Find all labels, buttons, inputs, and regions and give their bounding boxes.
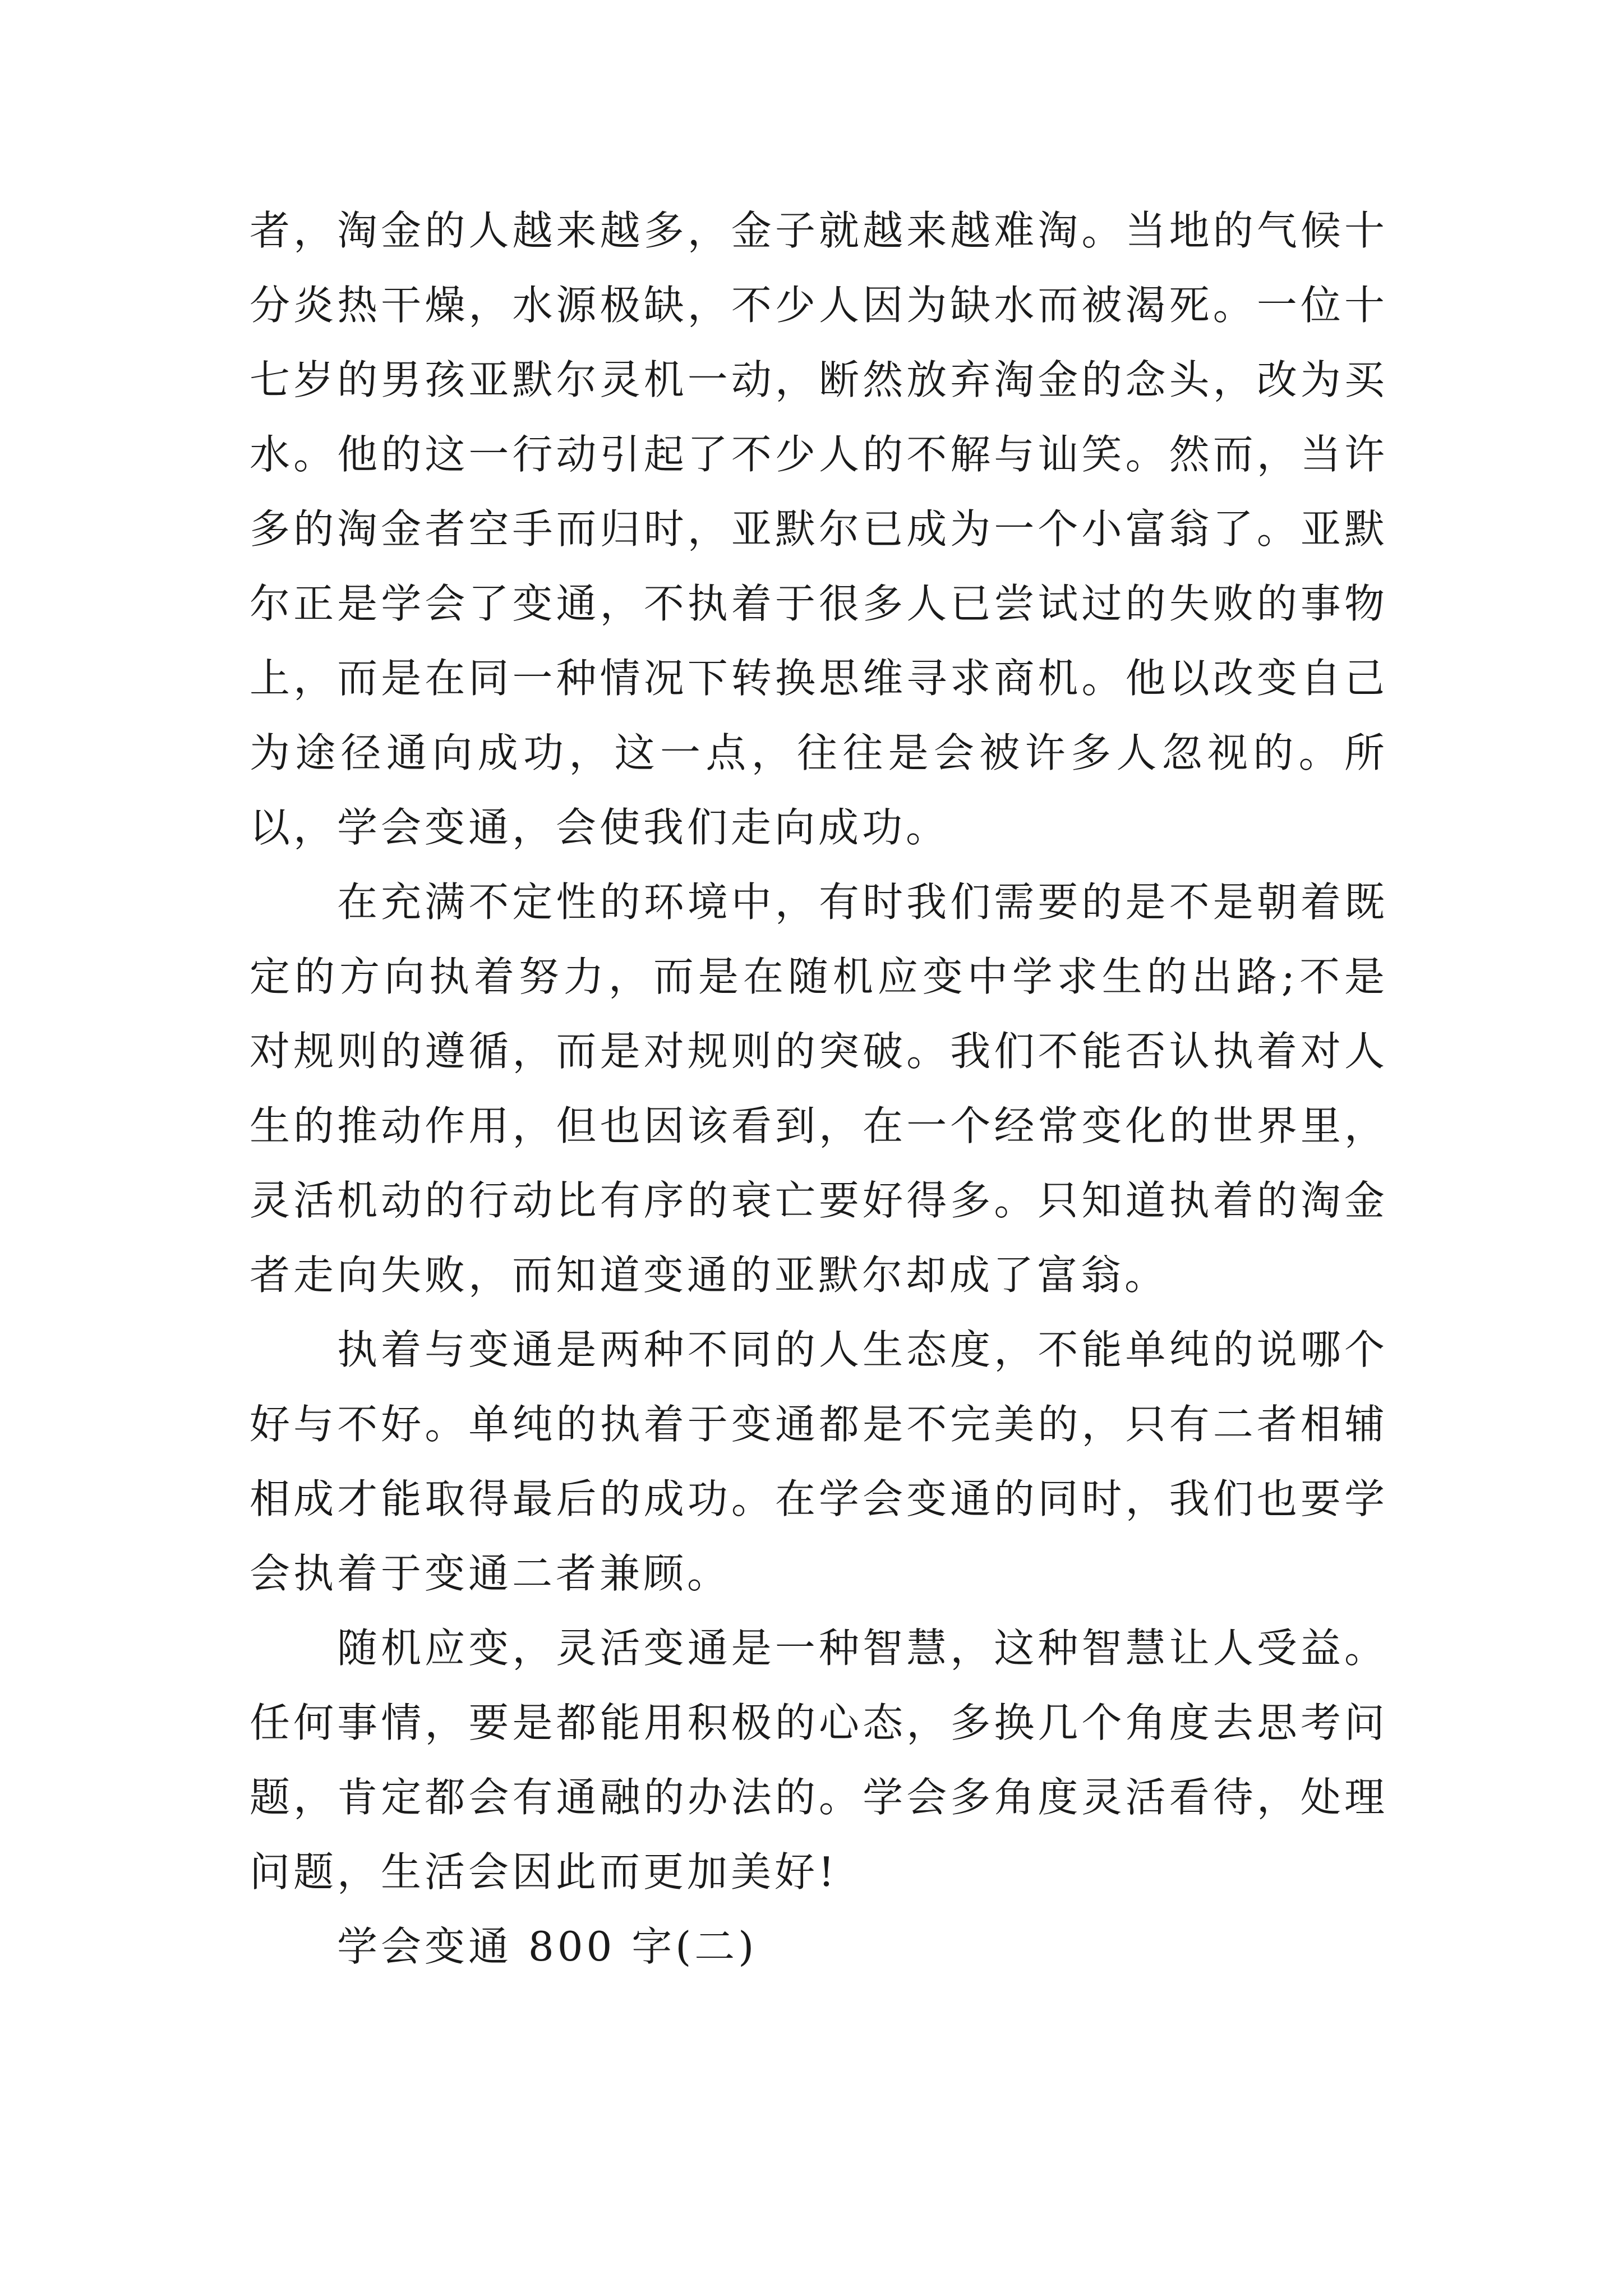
paragraph-1: 者，淘金的人越来越多，金子就越来越难淘。当地的气候十分炎热干燥，水源极缺，不少人因为缺水而被渴死。一位十七岁的男孩亚默尔灵机一动，断然放弃淘金的念头，改为买水。他的这一行动引起了不少人的不解与讪笑。然而，当许多的淘金者空手而归时，亚默尔已成为一个小富翁了。亚默尔正是学会了变通，不执着于很多人已尝试过的失败的事物上，而是在同一种情况下转换思维寻求商机。他以改变自己为途径通向成功，这一点，往往是会被许多人忽视的。所以，学会变通，会使我们走向成功。 xyxy=(250,207,1388,851)
paragraph-4: 随机应变，灵活变通是一种智慧，这种智慧让人受益。任何事情，要是都能用积极的心态，多换几个角度去思考问题，肯定都会有通融的办法的。学会多角度灵活看待，处理问题，生活会因此而更加美好! xyxy=(250,1625,1388,1895)
section-heading: 学会变通 800 字(二) xyxy=(337,1923,758,1970)
document-body xyxy=(250,194,1388,1984)
paragraph-3: 执着与变通是两种不同的人生态度，不能单纯的说哪个好与不好。单纯的执着于变通都是不完美的，只有二者相辅相成才能取得最后的成功。在学会变通的同时，我们也要学会执着于变通二者兼顾。 xyxy=(250,1326,1388,1597)
paragraph-2: 在充满不定性的环境中，有时我们需要的是不是朝着既定的方向执着努力，而是在随机应变中学求生的出路;不是对规则的遵循，而是对规则的突破。我们不能否认执着对人生的推动作用，但也因该看到，在一个经常变化的世界里，灵活机动的行动比有序的衰亡要好得多。只知道执着的淘金者走向失败，而知道变通的亚默尔却成了富翁。 xyxy=(250,878,1388,1299)
